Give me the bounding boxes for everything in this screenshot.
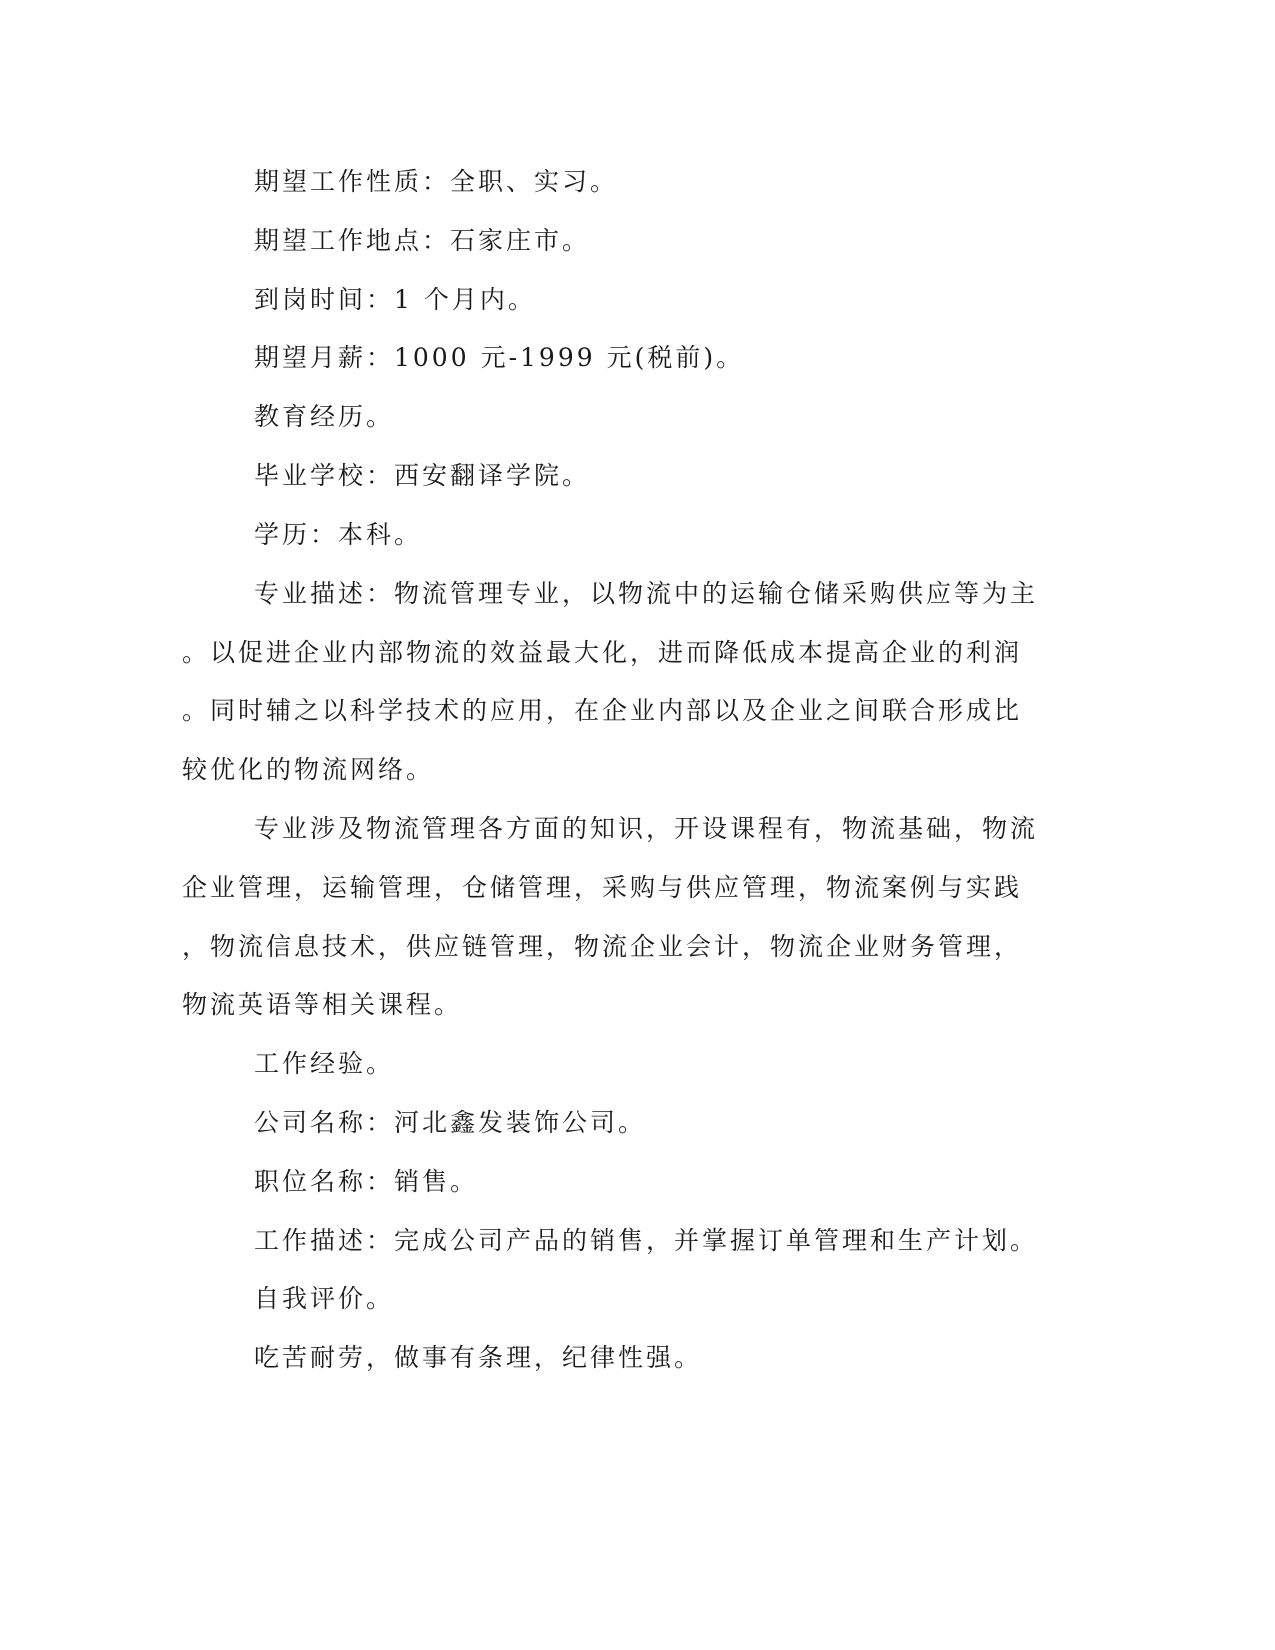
salary-line: 期望月薪：1000 元-1999 元(税前)。 — [254, 343, 745, 372]
courses-line-3: ，物流信息技术，供应链管理，物流企业会计，物流企业财务管理， — [182, 932, 1023, 961]
courses-line-2: 企业管理，运输管理，仓储管理，采购与供应管理，物流案例与实践 — [182, 873, 1023, 902]
company-name-line: 公司名称：河北鑫发装饰公司。 — [254, 1108, 647, 1137]
major-description-line-2: 。以促进企业内部物流的效益最大化，进而降低成本提高企业的利润 — [182, 638, 1023, 667]
courses-line-4: 物流英语等相关课程。 — [182, 990, 463, 1019]
position-name-line: 职位名称：销售。 — [254, 1167, 479, 1196]
degree-line: 学历：本科。 — [254, 520, 423, 549]
courses-line-1: 专业涉及物流管理各方面的知识，开设课程有，物流基础，物流 — [254, 814, 1039, 843]
major-description-line-1: 专业描述：物流管理专业，以物流中的运输仓储采购供应等为主 — [254, 579, 1039, 608]
job-description-line: 工作描述：完成公司产品的销售，并掌握订单管理和生产计划。 — [254, 1226, 1039, 1255]
self-evaluation-line: 吃苦耐劳，做事有条理，纪律性强。 — [254, 1343, 703, 1372]
start-time-line: 到岗时间：1 个月内。 — [254, 285, 536, 314]
major-description-line-3: 。同时辅之以科学技术的应用，在企业内部以及企业之间联合形成比 — [182, 696, 1023, 725]
job-type-line: 期望工作性质：全职、实习。 — [254, 167, 619, 196]
education-heading: 教育经历。 — [254, 402, 395, 431]
job-location-line: 期望工作地点：石家庄市。 — [254, 226, 591, 255]
major-description-line-4: 较优化的物流网络。 — [182, 755, 435, 784]
self-evaluation-heading: 自我评价。 — [254, 1284, 395, 1313]
school-line: 毕业学校：西安翻译学院。 — [254, 461, 591, 490]
work-experience-heading: 工作经验。 — [254, 1049, 395, 1078]
